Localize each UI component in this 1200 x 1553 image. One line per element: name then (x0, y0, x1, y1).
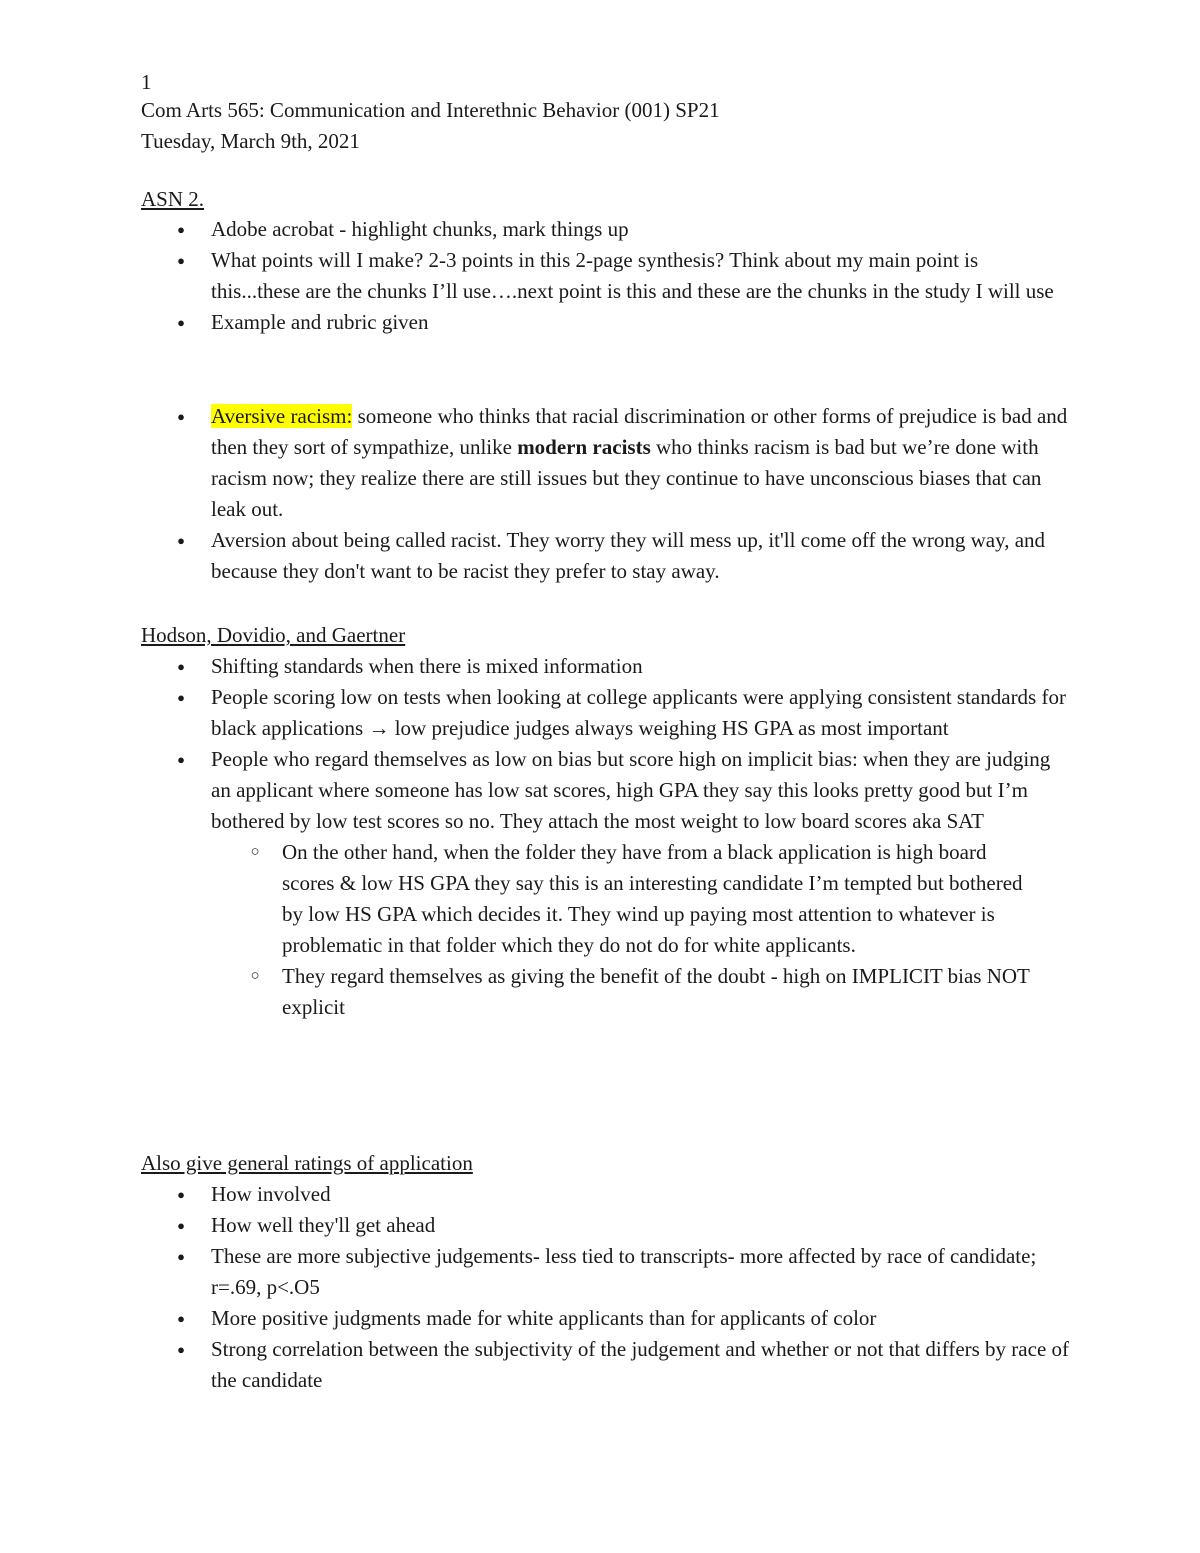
list-item (0, 214, 1071, 245)
list-item-text: Example and rubric given (211, 310, 429, 334)
list-item (0, 682, 1071, 744)
sub-list-item (0, 961, 1042, 1023)
hodson-heading: Hodson, Dovidio, and Gaertner (141, 623, 406, 647)
bullet-icon: ● (177, 659, 185, 674)
bullet-icon: ● (177, 1342, 185, 1357)
bullet-icon: ● (177, 533, 185, 548)
bullet-icon: ● (177, 690, 185, 705)
list-item (0, 245, 1071, 307)
bullet-icon: ● (177, 1311, 185, 1326)
hodson-bullet-list (0, 651, 1071, 1023)
bullet-icon: ● (177, 315, 185, 330)
list-item (0, 1179, 1071, 1210)
list-item-text: Aversion about being called racist. They worry they will mess up, it'll come off the wrong way, and because they don't want to be racist they prefer to stay away. (211, 528, 1046, 583)
bullet-icon: ● (177, 1249, 185, 1264)
list-item-text: What points will I make? 2-3 points in this 2-page synthesis? Think about my main point is this...these are the chunks I’ll use….next point is this and these are the chunks in the study I will use (211, 248, 1054, 303)
list-item (0, 744, 1071, 837)
list-item (0, 1334, 1071, 1396)
list-item (0, 1241, 1071, 1303)
list-item-text: How involved (211, 1182, 331, 1206)
list-item (0, 525, 1071, 587)
list-item-text: How well they'll get ahead (211, 1213, 436, 1237)
list-item-text: People scoring low on tests when looking at college applicants were applying consistent standards for black applications → low prejudice judges always weighing HS GPA as most important (211, 685, 1066, 740)
sub-list-item-text: They regard themselves as giving the benefit of the doubt - high on IMPLICIT bias NOT explicit (282, 964, 1030, 1019)
ratings-bullet-list (0, 1179, 1071, 1396)
page-number: 1 (141, 70, 152, 94)
bullet-icon: ● (177, 1218, 185, 1233)
aversive-bullet-list (0, 401, 1071, 587)
asn-heading: ASN 2. (141, 187, 205, 211)
list-item (0, 651, 1071, 682)
bullet-icon: ● (177, 1187, 185, 1202)
definition-text: someone who thinks that racial discrimination or other forms of prejudice is bad and then they sort of sympathize, unlike (211, 404, 1068, 459)
sub-list-item-text: On the other hand, when the folder they have from a black application is high board scores & low HS GPA they say this is an interesting candidate I’m tempted but bothered by low HS GPA which decides it. They wind up paying most attention to whatever is problematic in that folder which they do not do for white applicants. (282, 840, 1023, 957)
highlighted-term: Aversive racism: (211, 404, 353, 428)
definition-text-continued: who thinks racism is bad but we’re done with racism now; they realize there are still issues but they continue to have unconscious biases that can leak out. (211, 435, 1042, 521)
ratings-heading: Also give general ratings of application (141, 1151, 473, 1175)
list-item (0, 1210, 1071, 1241)
circle-bullet-icon: ○ (250, 844, 260, 860)
list-item (0, 1303, 1071, 1334)
bold-term: modern racists (517, 435, 651, 459)
asn-bullet-list (0, 214, 1071, 338)
bullet-icon: ● (177, 752, 185, 767)
bullet-icon: ● (177, 253, 185, 268)
circle-bullet-icon: ○ (250, 968, 260, 984)
list-item-text: Adobe acrobat - highlight chunks, mark things up (211, 217, 629, 241)
list-item-text: People who regard themselves as low on bias but score high on implicit bias: when they are judging an applicant where someone has low sat scores, high GPA they say this looks pretty good but I’m bothered by low test scores so no. They attach the most weight to low board scores aka SAT (211, 747, 1051, 833)
list-item (0, 307, 1071, 338)
course-title: Com Arts 565: Communication and Interethnic Behavior (001) SP21 (141, 98, 720, 122)
bullet-icon: ● (177, 222, 185, 237)
sub-list-item (0, 837, 1042, 961)
bullet-icon: ● (177, 409, 185, 424)
list-item-text: Shifting standards when there is mixed information (211, 654, 643, 678)
list-item-text: Strong correlation between the subjectivity of the judgement and whether or not that differs by race of the candidate (211, 1337, 1070, 1392)
class-date: Tuesday, March 9th, 2021 (141, 129, 360, 153)
aversive-racism-item (0, 401, 1071, 525)
list-item-text: More positive judgments made for white applicants than for applicants of color (211, 1306, 877, 1330)
list-item-text: These are more subjective judgements- less tied to transcripts- more affected by race of candidate; r=.69, p<.O5 (211, 1244, 1037, 1299)
